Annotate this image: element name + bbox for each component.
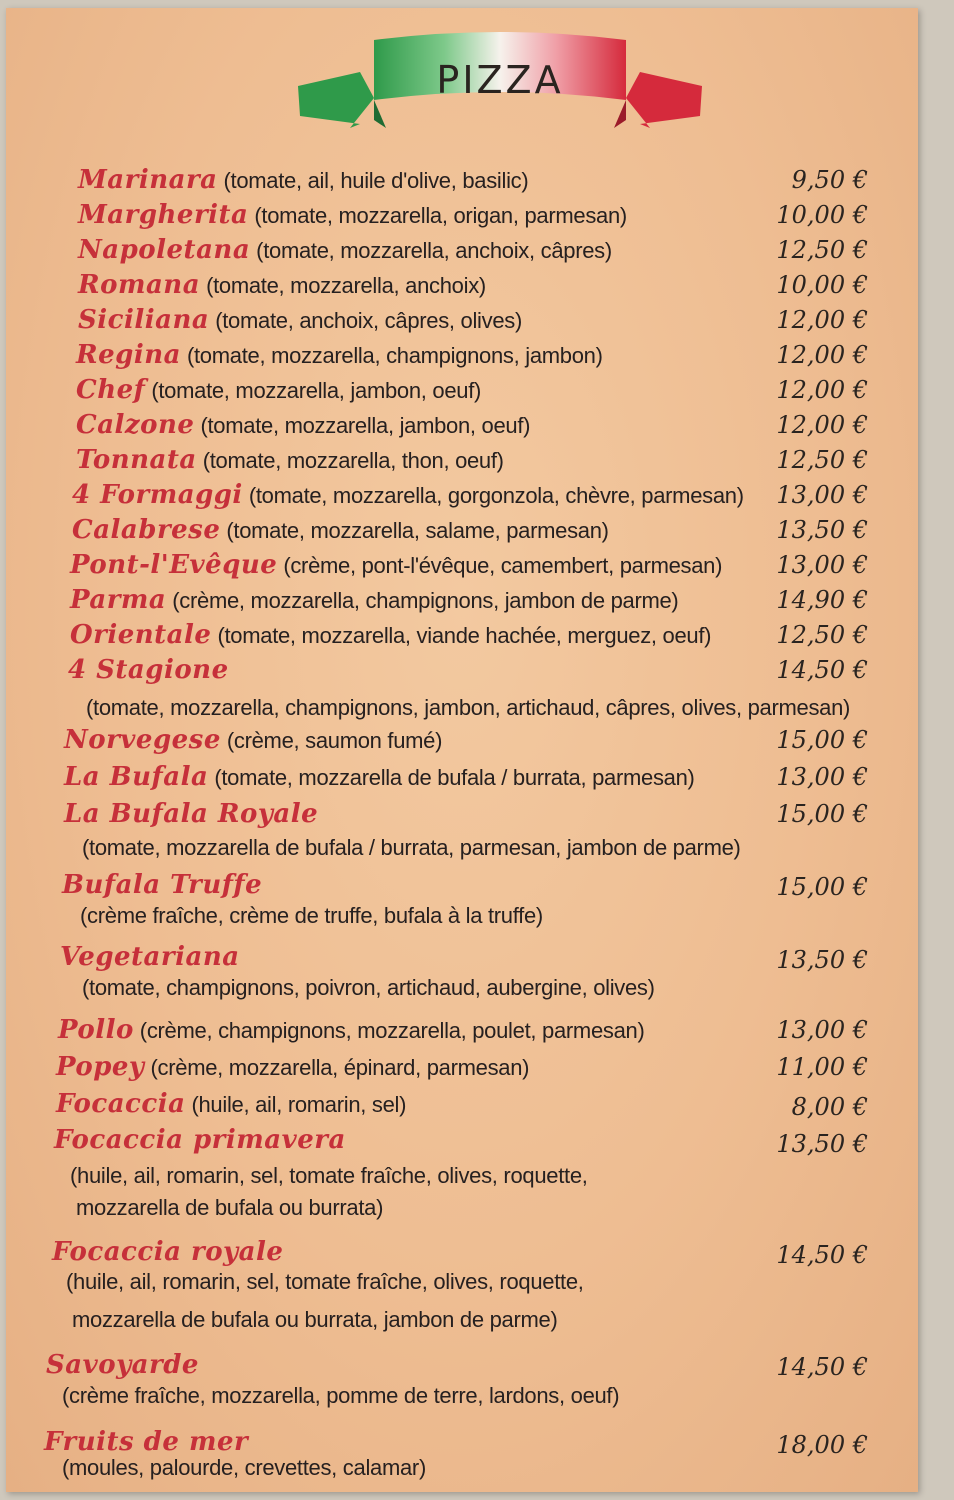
item-name: Orientale bbox=[70, 620, 212, 650]
menu-item bbox=[0, 1123, 954, 1157]
menu-item bbox=[0, 1348, 954, 1382]
menu-item bbox=[0, 198, 954, 232]
item-name: La Bufala bbox=[64, 762, 209, 792]
item-name: Chef bbox=[76, 375, 146, 405]
menu-item bbox=[0, 1013, 954, 1047]
menu-item bbox=[0, 443, 954, 477]
item-name: Bufala Truffe bbox=[62, 870, 263, 900]
item-price: 14,90 € bbox=[776, 586, 868, 614]
item-price: 11,00 € bbox=[776, 1053, 868, 1081]
item-description: (tomate, mozzarella, origan, parmesan) bbox=[254, 203, 627, 228]
item-description: (moules, palourde, crevettes, calamar) bbox=[62, 1455, 426, 1480]
menu-item bbox=[0, 548, 954, 582]
item-name: Regina bbox=[76, 340, 181, 370]
item-name: Norvegese bbox=[64, 725, 221, 755]
item-price: 10,00 € bbox=[776, 201, 868, 229]
item-description: (tomate, champignons, poivron, artichaud, aubergine, olives) bbox=[82, 975, 655, 1000]
item-description: (huile, ail, romarin, sel, tomate fraîche, olives, roquette, bbox=[66, 1269, 584, 1294]
item-description: (tomate, ail, huile d'olive, basilic) bbox=[223, 168, 529, 193]
menu-title: PIZZA bbox=[436, 58, 564, 102]
item-price: 12,00 € bbox=[776, 341, 868, 369]
item-description: (crème, mozzarella, épinard, parmesan) bbox=[150, 1055, 530, 1080]
item-price: 13,00 € bbox=[776, 551, 868, 579]
item-price: 10,00 € bbox=[776, 271, 868, 299]
item-price: 13,00 € bbox=[776, 763, 868, 791]
item-price: 13,50 € bbox=[776, 1130, 868, 1158]
pizza-banner bbox=[290, 28, 710, 140]
item-description: (crème fraîche, crème de truffe, bufala à la truffe) bbox=[80, 903, 543, 928]
menu-item bbox=[0, 1235, 954, 1269]
item-price: 9,50 € bbox=[791, 166, 868, 194]
item-description: (tomate, mozzarella, jambon, oeuf) bbox=[200, 413, 531, 438]
menu-item bbox=[0, 723, 954, 757]
item-description: (tomate, mozzarella, jambon, oeuf) bbox=[151, 378, 482, 403]
item-price: 13,50 € bbox=[776, 946, 868, 974]
menu-item bbox=[0, 760, 954, 794]
item-name: Focaccia bbox=[56, 1089, 186, 1119]
item-name: Romana bbox=[78, 270, 201, 300]
item-name: 4 Stagione bbox=[68, 655, 229, 685]
item-description: (huile, ail, romarin, sel, tomate fraîche, olives, roquette, bbox=[70, 1163, 588, 1188]
item-name: Parma bbox=[70, 585, 167, 615]
item-price: 13,00 € bbox=[776, 1016, 868, 1044]
item-description: (crème fraîche, mozzarella, pomme de terre, lardons, oeuf) bbox=[62, 1383, 620, 1408]
item-name: Savoyarde bbox=[46, 1350, 199, 1380]
item-description: (tomate, mozzarella, champignons, jambon, artichaud, câpres, olives, parmesan) bbox=[86, 695, 851, 720]
item-name: Calabrese bbox=[72, 515, 221, 545]
menu-item bbox=[0, 868, 954, 902]
item-price: 12,00 € bbox=[776, 411, 868, 439]
item-name: Popey bbox=[56, 1052, 145, 1082]
item-description: (tomate, anchoix, câpres, olives) bbox=[215, 308, 523, 333]
item-description: (tomate, mozzarella, anchoix) bbox=[206, 273, 486, 298]
item-price: 18,00 € bbox=[776, 1431, 868, 1459]
item-price: 15,00 € bbox=[776, 873, 868, 901]
item-description: (crème, mozzarella, champignons, jambon de parme) bbox=[172, 588, 679, 613]
item-name: Pollo bbox=[58, 1015, 134, 1045]
item-description: (crème, champignons, mozzarella, poulet, parmesan) bbox=[139, 1018, 645, 1043]
menu-item bbox=[0, 797, 954, 831]
menu-item bbox=[0, 1050, 954, 1084]
item-price: 14,50 € bbox=[776, 1353, 868, 1381]
item-description: (tomate, mozzarella, gorgonzola, chèvre, parmesan) bbox=[248, 483, 744, 508]
item-price: 12,50 € bbox=[776, 236, 868, 264]
item-name: Marinara bbox=[78, 165, 218, 195]
item-price: 12,50 € bbox=[776, 621, 868, 649]
item-description: (crème, saumon fumé) bbox=[226, 728, 443, 753]
item-name: Vegetariana bbox=[60, 942, 240, 972]
menu-item bbox=[0, 233, 954, 267]
menu-item bbox=[0, 583, 954, 617]
item-description: (tomate, mozzarella, viande hachée, merguez, oeuf) bbox=[217, 623, 712, 648]
item-description: (tomate, mozzarella, champignons, jambon) bbox=[186, 343, 603, 368]
menu-item bbox=[0, 513, 954, 547]
item-name: La Bufala Royale bbox=[64, 799, 319, 829]
item-name: Margherita bbox=[78, 200, 249, 230]
item-name: Fruits de mer bbox=[44, 1427, 249, 1457]
menu-item bbox=[0, 373, 954, 407]
item-description: (tomate, mozzarella, thon, oeuf) bbox=[202, 448, 504, 473]
item-name: Calzone bbox=[76, 410, 195, 440]
menu-item bbox=[0, 478, 954, 512]
menu-item bbox=[0, 940, 954, 974]
item-name: Tonnata bbox=[76, 445, 197, 475]
item-price: 8,00 € bbox=[791, 1093, 868, 1121]
item-price: 14,50 € bbox=[776, 656, 868, 684]
item-description: (huile, ail, romarin, sel) bbox=[191, 1092, 407, 1117]
menu-item bbox=[0, 408, 954, 442]
menu-item bbox=[0, 163, 954, 197]
item-name: Focaccia primavera bbox=[54, 1125, 346, 1155]
item-description: (tomate, mozzarella de bufala / burrata, parmesan, jambon de parme) bbox=[82, 835, 741, 860]
item-description: (tomate, mozzarella de bufala / burrata, parmesan) bbox=[214, 765, 695, 790]
item-description: (crème, pont-l'évêque, camembert, parmesan) bbox=[283, 553, 723, 578]
item-price: 12,00 € bbox=[776, 306, 868, 334]
item-price: 13,00 € bbox=[776, 481, 868, 509]
item-name: Napoletana bbox=[78, 235, 251, 265]
item-name: Siciliana bbox=[78, 305, 210, 335]
menu-item bbox=[0, 618, 954, 652]
menu-item bbox=[0, 1087, 954, 1121]
item-price: 15,00 € bbox=[776, 800, 868, 828]
item-name: Focaccia royale bbox=[52, 1237, 284, 1267]
item-description: (tomate, mozzarella, salame, parmesan) bbox=[226, 518, 609, 543]
item-price: 12,00 € bbox=[776, 376, 868, 404]
item-price: 14,50 € bbox=[776, 1241, 868, 1269]
item-name: 4 Formaggi bbox=[72, 480, 243, 510]
item-description: (tomate, mozzarella, anchoix, câpres) bbox=[256, 238, 612, 263]
item-description: mozzarella de bufala ou burrata) bbox=[76, 1195, 384, 1220]
item-price: 15,00 € bbox=[776, 726, 868, 754]
menu-item bbox=[0, 653, 954, 687]
item-description: mozzarella de bufala ou burrata, jambon de parme) bbox=[72, 1307, 558, 1332]
item-price: 13,50 € bbox=[776, 516, 868, 544]
item-price: 12,50 € bbox=[776, 446, 868, 474]
item-name: Pont-l'Evêque bbox=[70, 550, 278, 580]
menu-item bbox=[0, 268, 954, 302]
menu-item bbox=[0, 338, 954, 372]
menu-item bbox=[0, 303, 954, 337]
